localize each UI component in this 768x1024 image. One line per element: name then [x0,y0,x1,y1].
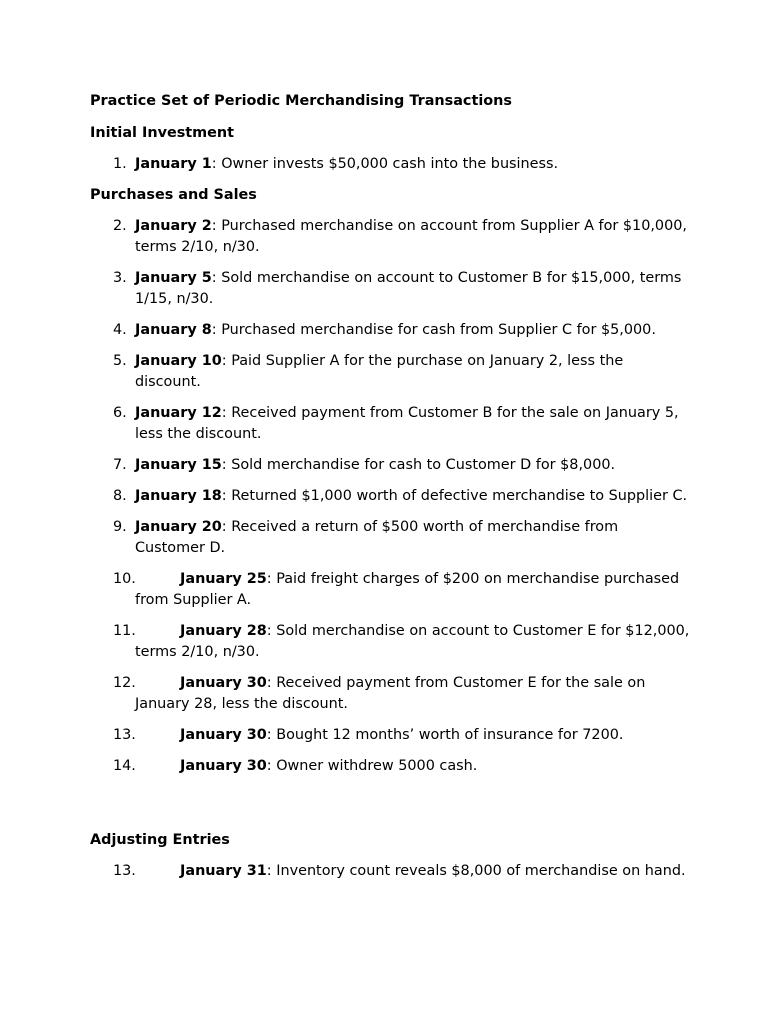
item-text: : Sold merchandise for cash to Customer D for $8,000. [221,457,616,473]
item-number: 7. [113,457,127,473]
item-date: January 30 [180,758,267,774]
item-date: January 12 [135,405,222,421]
item-text: : Received a return of $500 worth of merchandise from Customer D. [135,519,619,556]
section-initial-investment [90,123,690,175]
item-number: 13. [113,727,136,743]
item-number: 10. [113,571,136,587]
item-date: January 10 [135,353,222,369]
list-item [90,486,690,507]
section-heading: Adjusting Entries [90,832,230,848]
section-adjusting-entries [90,830,690,882]
item-text: : Returned $1,000 worth of defective merchandise to Supplier C. [221,488,688,504]
item-number: 9. [113,519,127,535]
list-item [90,673,690,715]
item-text: : Sold merchandise on account to Customer B for $15,000, terms 1/15, n/30. [135,270,682,307]
item-text: : Paid Supplier A for the purchase on January 2, less the discount. [135,353,624,390]
section-purchases-and-sales [90,185,690,777]
list-item [90,351,690,393]
item-text: : Owner withdrew 5000 cash. [266,758,478,774]
item-text: : Purchased merchandise for cash from Supplier C for $5,000. [211,322,656,338]
item-text: : Purchased merchandise on account from Supplier A for $10,000, terms 2/10, n/30. [135,218,687,255]
item-number: 11. [113,623,136,639]
item-number: 8. [113,488,127,504]
list-item [90,725,690,746]
item-text: : Owner invests $50,000 cash into the business. [211,156,559,172]
item-date: January 5 [135,270,212,286]
item-number: 6. [113,405,127,421]
list-item [90,455,690,476]
list-item [90,621,690,663]
item-text: : Received payment from Customer E for the sale on January 28, less the discount. [135,675,646,712]
item-date: January 30 [180,727,267,743]
item-number: 2. [113,218,127,234]
item-number: 3. [113,270,127,286]
item-number: 14. [113,758,136,774]
item-date: January 1 [135,156,212,172]
item-number: 13. [113,863,136,879]
item-number: 5. [113,353,127,369]
item-date: January 31 [180,863,267,879]
item-number: 12. [113,675,136,691]
list-item [90,517,690,559]
list-item [90,756,690,777]
item-text: : Inventory count reveals $8,000 of merchandise on hand. [266,863,686,879]
list-item [90,320,690,341]
document-title: Practice Set of Periodic Merchandising Transactions [90,93,512,109]
item-date: January 18 [135,488,222,504]
item-date: January 20 [135,519,222,535]
section-heading: Initial Investment [90,125,235,141]
list-item [90,403,690,445]
list-item [90,154,690,175]
list-item [90,861,690,882]
item-date: January 8 [135,322,212,338]
list-item [90,216,690,258]
item-date: January 30 [180,675,267,691]
item-date: January 25 [180,571,267,587]
item-date: January 2 [135,218,212,234]
item-text: : Sold merchandise on account to Customer E for $12,000, terms 2/10, n/30. [135,623,690,660]
item-date: January 28 [180,623,267,639]
item-text: : Received payment from Customer B for the sale on January 5, less the discount. [135,405,679,442]
item-text: : Paid freight charges of $200 on merchandise purchased from Supplier A. [135,571,680,608]
list-item [90,268,690,310]
list-item [90,569,690,611]
section-heading: Purchases and Sales [90,187,257,203]
item-number: 1. [113,156,127,172]
item-number: 4. [113,322,127,338]
item-text: : Bought 12 months’ worth of insurance for 7200. [266,727,624,743]
item-date: January 15 [135,457,222,473]
